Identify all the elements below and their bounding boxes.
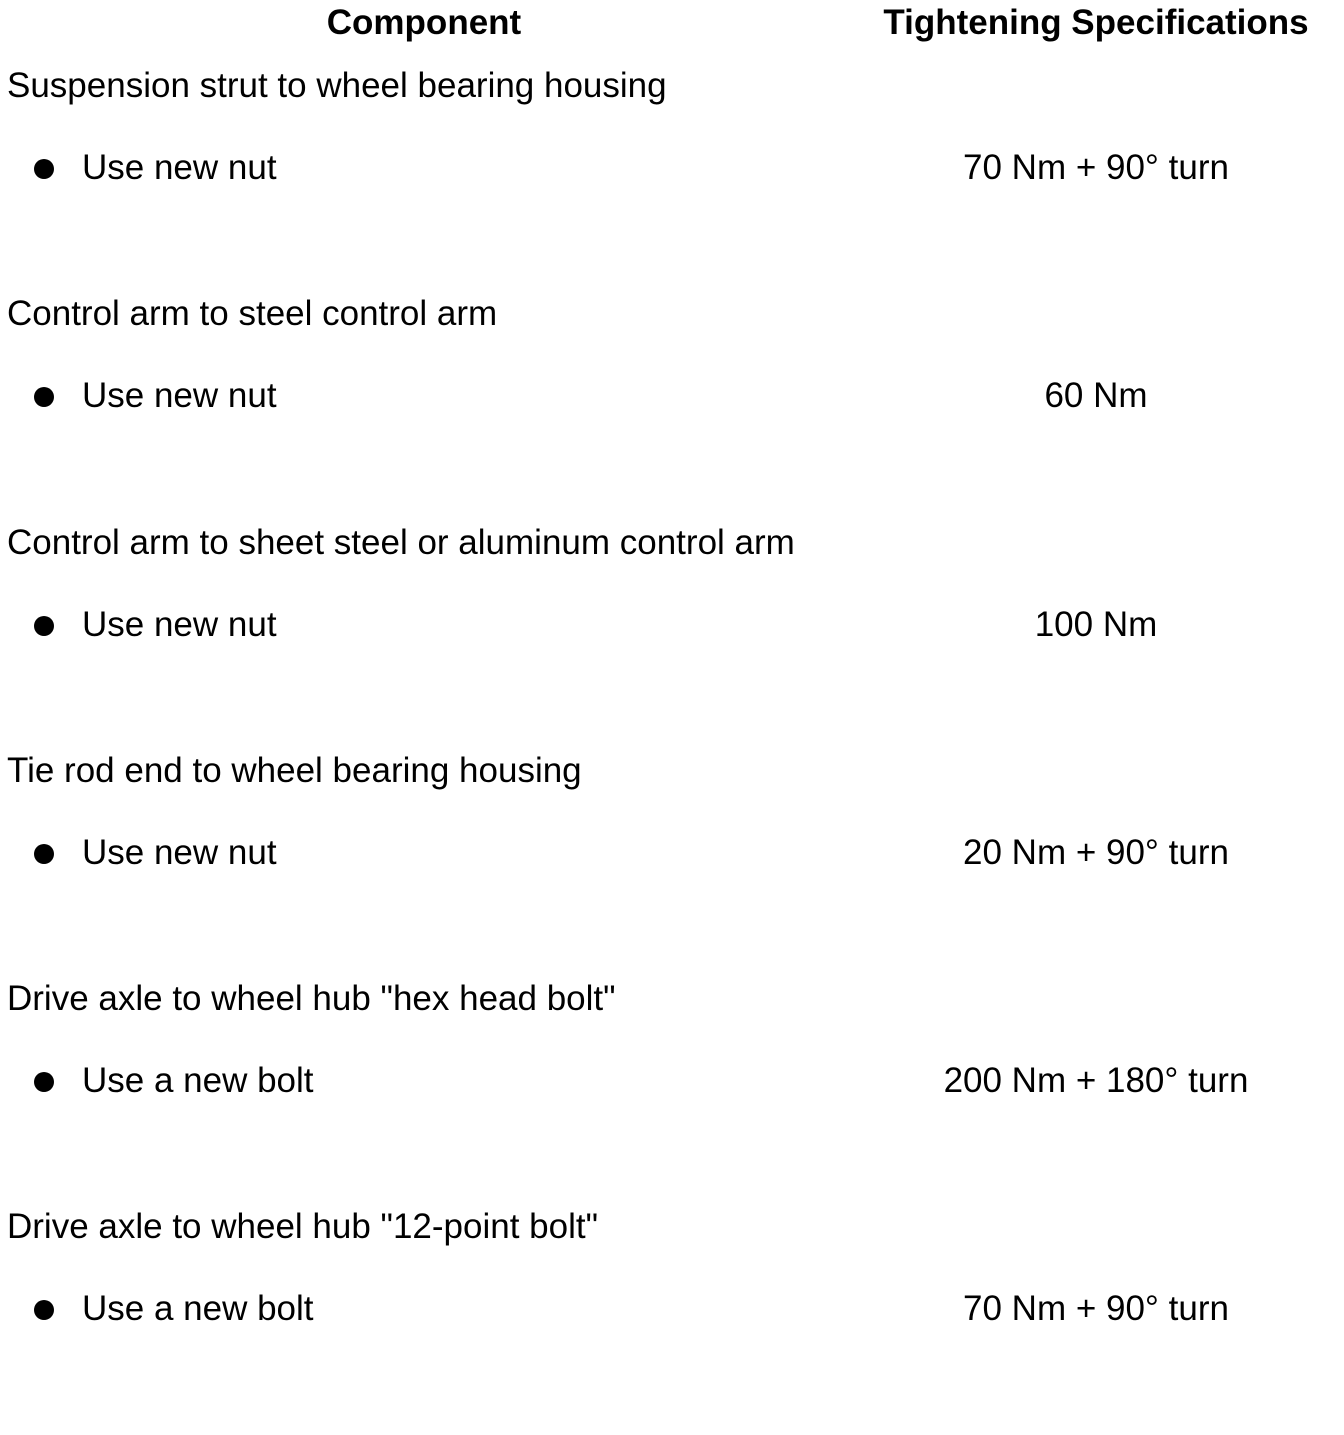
- bullet-icon: [34, 159, 54, 179]
- bullet-icon: [34, 844, 54, 864]
- tightening-specifications-column-header: Tightening Specifications: [883, 3, 1309, 42]
- tightening-spec: 20 Nm + 90° turn: [963, 833, 1229, 872]
- tightening-spec: 70 Nm + 90° turn: [963, 148, 1229, 187]
- table-row: [0, 523, 1344, 751]
- tightening-spec: 100 Nm: [1034, 605, 1158, 644]
- bullet-icon: [34, 1072, 54, 1092]
- note-row: [0, 833, 1344, 873]
- bullet-icon: [34, 616, 54, 636]
- note-text: Use new nut: [82, 605, 277, 644]
- note-text: Use new nut: [82, 148, 277, 187]
- bullet-icon: [34, 1300, 54, 1320]
- table-header: [0, 0, 1344, 48]
- note-text: Use new nut: [82, 376, 277, 415]
- table-row: [0, 66, 1344, 294]
- note-row: [0, 1289, 1344, 1329]
- component-name: Drive axle to wheel hub "12-point bolt": [7, 1207, 599, 1246]
- note-text: Use a new bolt: [82, 1289, 314, 1328]
- tightening-spec: 200 Nm + 180° turn: [943, 1061, 1249, 1100]
- tightening-spec: 70 Nm + 90° turn: [963, 1289, 1229, 1328]
- component-name: Control arm to sheet steel or aluminum control arm: [7, 523, 795, 562]
- bullet-icon: [34, 387, 54, 407]
- note-text: Use a new bolt: [82, 1061, 314, 1100]
- table-row: [0, 294, 1344, 522]
- note-row: [0, 605, 1344, 645]
- note-row: [0, 376, 1344, 416]
- note-row: [0, 1061, 1344, 1101]
- component-name: Tie rod end to wheel bearing housing: [7, 751, 582, 790]
- component-column-header: Component: [326, 3, 522, 42]
- note-text: Use new nut: [82, 833, 277, 872]
- table-row: [0, 979, 1344, 1207]
- component-name: Suspension strut to wheel bearing housing: [7, 66, 667, 105]
- note-row: [0, 148, 1344, 188]
- component-name: Control arm to steel control arm: [7, 294, 498, 333]
- table-row: [0, 1207, 1344, 1435]
- tightening-spec: 60 Nm: [1044, 376, 1148, 415]
- component-name: Drive axle to wheel hub "hex head bolt": [7, 979, 616, 1018]
- table-row: [0, 751, 1344, 979]
